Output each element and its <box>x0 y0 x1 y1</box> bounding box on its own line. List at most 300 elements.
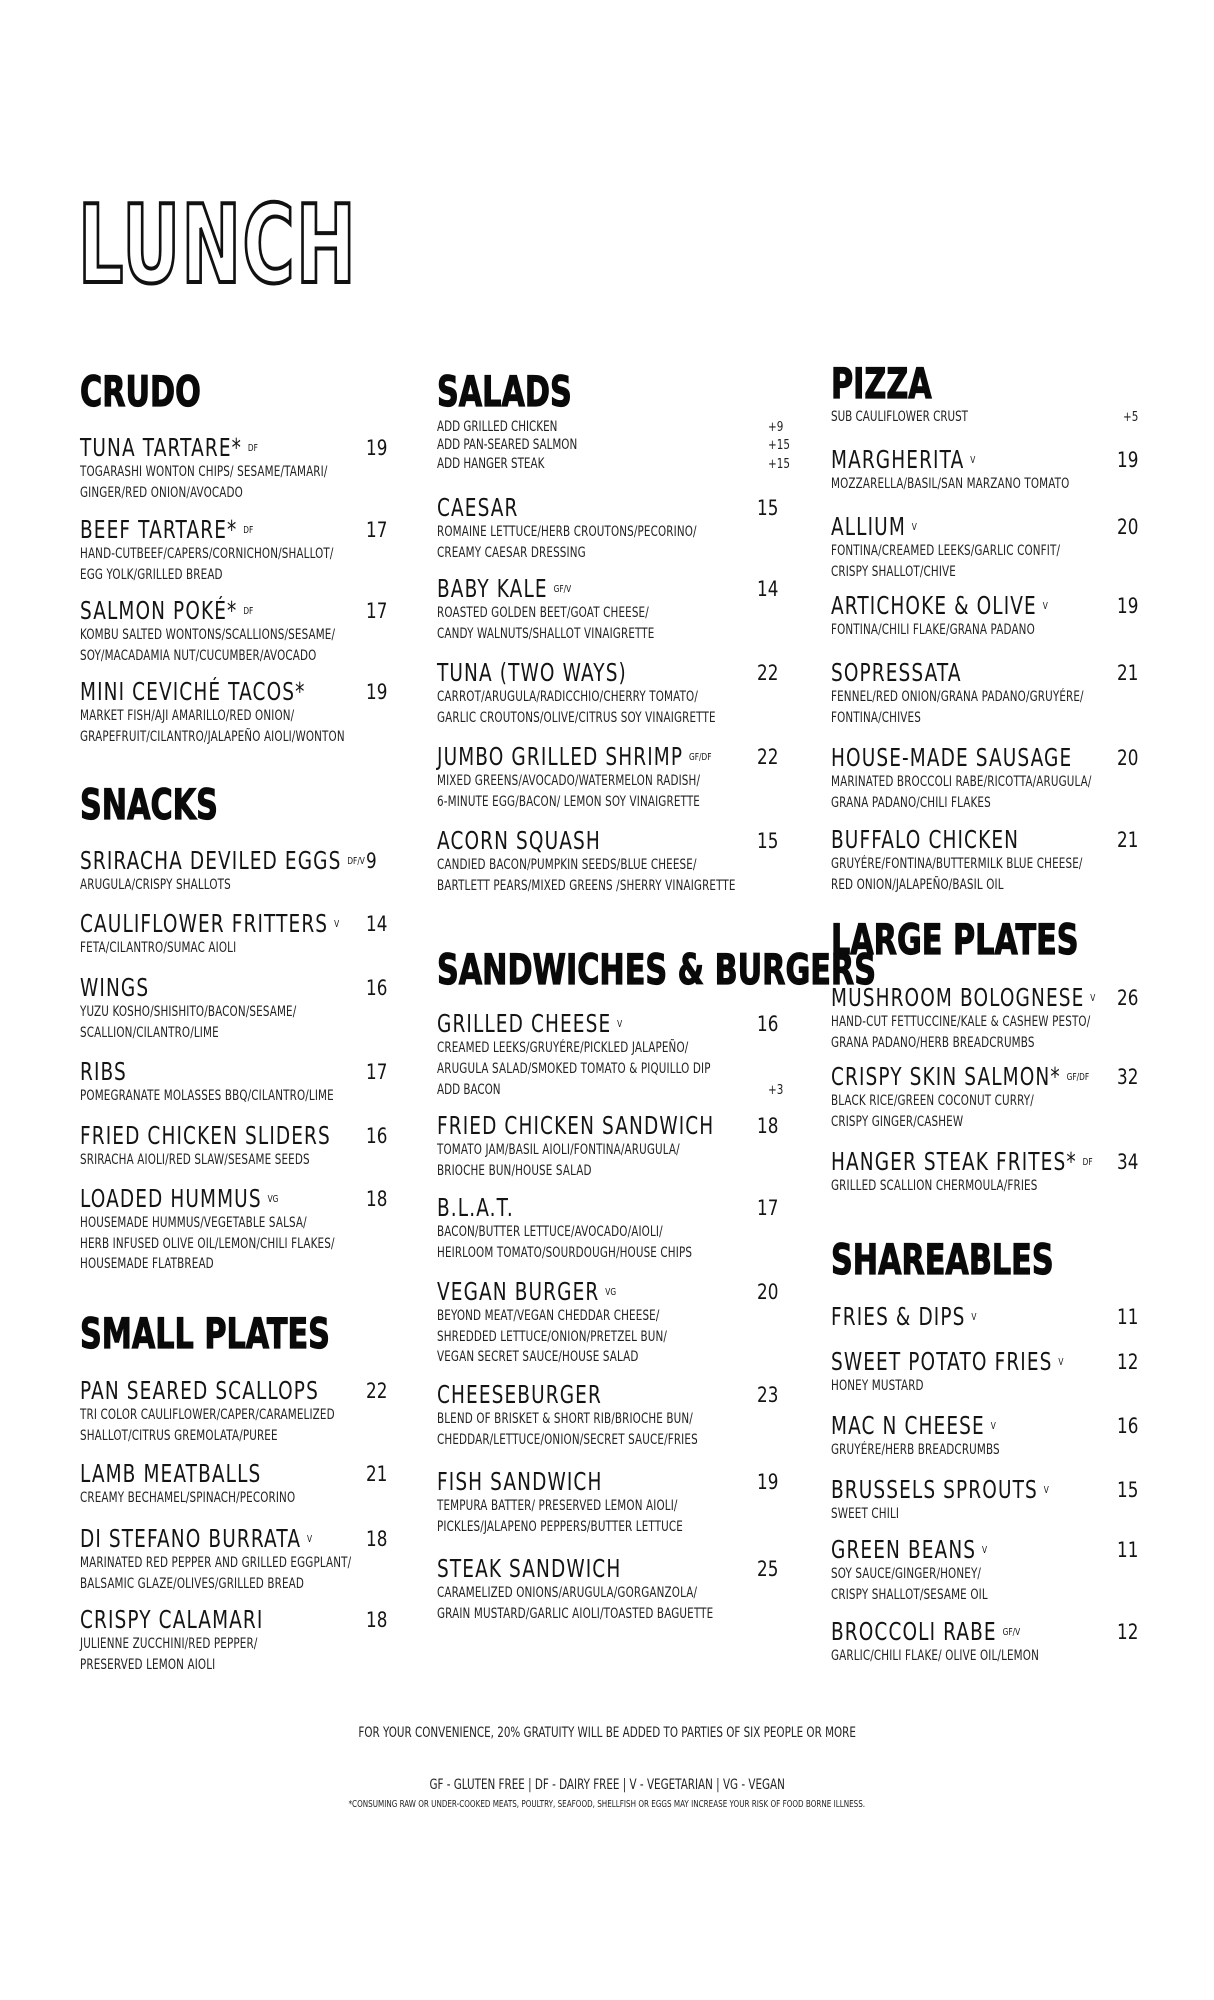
menu-item-description: FETA/CILANTRO/SUMAC AIOLI <box>80 940 237 956</box>
menu-item-description: FONTINA/CHILI FLAKE/GRANA PADANO <box>831 622 1035 638</box>
menu-item-description: YUZU KOSHO/SHISHITO/BACON/SESAME/ <box>80 1004 297 1020</box>
menu-item-header <box>831 1303 1157 1331</box>
menu-item-header <box>80 1525 406 1553</box>
menu-item-description: ROASTED GOLDEN BEET/GOAT CHEESE/ <box>437 605 649 621</box>
menu-item-name-text: LOADED HUMMUS <box>80 1184 262 1213</box>
menu-item-header <box>437 1278 797 1306</box>
menu-item-header <box>437 1010 797 1038</box>
menu-item-description: BLEND OF BRISKET & SHORT RIB/BRIOCHE BUN/ <box>437 1411 693 1427</box>
menu-item-header <box>437 1468 797 1496</box>
section-heading-sandwiches-burgers: SANDWICHES & BURGERS <box>437 945 876 994</box>
menu-item-name-text: CHEESEBURGER <box>437 1380 602 1409</box>
menu-item <box>80 597 406 666</box>
menu-item-description: GRUYÉRE/HERB BREADCRUMBS <box>831 1442 1000 1458</box>
menu-item-price: 17 <box>366 518 388 542</box>
dietary-tag: V <box>1058 1357 1064 1368</box>
menu-item-price: 22 <box>757 745 779 769</box>
menu-item-header <box>831 1476 1157 1504</box>
menu-item-name <box>80 1606 263 1634</box>
menu-item-price: 15 <box>1117 1478 1139 1502</box>
menu-item-price: 9 <box>366 849 377 873</box>
menu-item <box>831 826 1157 895</box>
menu-item <box>831 1063 1157 1132</box>
menu-item-header <box>437 575 797 603</box>
menu-item <box>831 1476 1157 1525</box>
menu-item-name-text: HOUSE-MADE SAUSAGE <box>831 743 1073 772</box>
menu-title: LUNCH <box>78 183 357 308</box>
menu-item-name <box>80 910 339 938</box>
menu-item-price: 14 <box>366 912 388 936</box>
menu-item <box>80 1606 406 1675</box>
menu-item-price: 15 <box>757 829 779 853</box>
menu-item-description: JULIENNE ZUCCHINI/RED PEPPER/ <box>80 1636 258 1652</box>
menu-item-description: MIXED GREENS/AVOCADO/WATERMELON RADISH/ <box>437 773 701 789</box>
menu-item-name-text: STEAK SANDWICH <box>437 1554 622 1583</box>
menu-item-header <box>437 1112 797 1140</box>
menu-item-price: 25 <box>757 1557 779 1581</box>
menu-item-header <box>437 659 797 687</box>
menu-item-price: 16 <box>1117 1414 1139 1438</box>
menu-item-description: GRILLED SCALLION CHERMOULA/FRIES <box>831 1178 1038 1194</box>
menu-item-price: 16 <box>366 1124 388 1148</box>
menu-item-name-text: FISH SANDWICH <box>437 1467 603 1496</box>
menu-item-name <box>831 744 1072 772</box>
menu-item-price: 11 <box>1117 1305 1139 1329</box>
dietary-tag: V <box>1043 1485 1049 1496</box>
menu-item-description: GRUYÉRE/FONTINA/BUTTERMILK BLUE CHEESE/ <box>831 856 1083 872</box>
menu-item-description: GRANA PADANO/HERB BREADCRUMBS <box>831 1034 1035 1051</box>
menu-item <box>831 446 1157 495</box>
section-heading-shareables: SHAREABLES <box>831 1235 1054 1284</box>
menu-item-description: 6-MINUTE EGG/BACON/ LEMON SOY VINAIGRETTE <box>437 793 700 810</box>
menu-item-name <box>831 513 917 541</box>
menu-item <box>831 1303 1157 1331</box>
menu-item-name <box>831 1412 996 1440</box>
menu-item-description: TOGARASHI WONTON CHIPS/ SESAME/TAMARI/ <box>80 464 328 480</box>
menu-item-description: CHEDDAR/LETTUCE/ONION/SECRET SAUCE/FRIES <box>437 1431 698 1448</box>
menu-item <box>80 516 406 585</box>
menu-item-description: TEMPURA BATTER/ PRESERVED LEMON AIOLI/ <box>437 1498 678 1514</box>
menu-item-description: SHALLOT/CITRUS GREMOLATA/PUREE <box>80 1427 278 1444</box>
menu-item-name-text: FRIED CHICKEN SANDWICH <box>437 1111 715 1140</box>
menu-item-name-text: FRIES & DIPS <box>831 1302 966 1331</box>
menu-item-header <box>437 1555 797 1583</box>
menu-item-price: 19 <box>1117 448 1139 472</box>
menu-item-description: ARUGULA SALAD/SMOKED TOMATO & PIQUILLO DIP <box>437 1060 711 1077</box>
menu-item-header <box>80 434 406 462</box>
menu-item-price: 22 <box>757 661 779 685</box>
menu-item-header <box>80 678 406 706</box>
menu-item-description: HOUSEMADE HUMMUS/VEGETABLE SALSA/ <box>80 1215 307 1231</box>
menu-item-name <box>80 1122 331 1150</box>
menu-item-description: SHREDDED LETTUCE/ONION/PRETZEL BUN/ <box>437 1328 668 1345</box>
menu-item <box>80 974 406 1043</box>
menu-item-header <box>80 1185 406 1213</box>
menu-item-name <box>437 1112 714 1140</box>
menu-item-name <box>80 1377 319 1405</box>
menu-item-description: HAND-CUTBEEF/CAPERS/CORNICHON/SHALLOT/ <box>80 546 334 562</box>
addon-price: +9 <box>768 420 784 435</box>
menu-item <box>80 1460 406 1509</box>
menu-item-description: TOMATO JAM/BASIL AIOLI/FONTINA/ARUGULA/ <box>437 1142 680 1158</box>
section-heading-crudo: CRUDO <box>80 367 201 416</box>
menu-item-description: RED ONION/JALAPEÑO/BASIL OIL <box>831 876 1004 893</box>
menu-item-description: GRANA PADANO/CHILI FLAKES <box>831 794 991 811</box>
menu-item-price: 11 <box>1117 1538 1139 1562</box>
menu-item-name-text: GREEN BEANS <box>831 1535 977 1564</box>
menu-item-name <box>80 1525 312 1553</box>
menu-item-header <box>831 1536 1157 1564</box>
menu-item-price: 32 <box>1117 1065 1139 1089</box>
menu-item-name-text: LAMB MEATBALLS <box>80 1459 262 1488</box>
menu-item-name-text: ARTICHOKE & OLIVE <box>831 591 1037 620</box>
menu-item-header <box>831 1148 1157 1176</box>
dietary-tag: DF <box>243 606 254 617</box>
menu-item-description: CARROT/ARUGULA/RADICCHIO/CHERRY TOMATO/ <box>437 689 698 705</box>
menu-item-header <box>80 974 406 1002</box>
menu-item-description: HERB INFUSED OLIVE OIL/LEMON/CHILI FLAKES/ <box>80 1235 335 1252</box>
menu-item-description: CREAMY CAESAR DRESSING <box>437 544 586 561</box>
menu-item-description: SOY/MACADAMIA NUT/CUCUMBER/AVOCADO <box>80 647 317 664</box>
menu-item-description: SCALLION/CILANTRO/LIME <box>80 1024 219 1041</box>
menu-item-price: 12 <box>1117 1620 1139 1644</box>
menu-item-price: 20 <box>1117 746 1139 770</box>
menu-item-description: FONTINA/CREAMED LEEKS/GARLIC CONFIT/ <box>831 543 1061 559</box>
menu-item-name <box>831 1303 976 1331</box>
menu-item-name <box>437 1010 622 1038</box>
menu-item <box>80 1058 406 1107</box>
menu-item-description: POMEGRANATE MOLASSES BBQ/CILANTRO/LIME <box>80 1088 334 1104</box>
menu-item-description: BRIOCHE BUN/HOUSE SALAD <box>437 1162 592 1179</box>
menu-item-name <box>437 1381 602 1409</box>
menu-item-header <box>831 1348 1157 1376</box>
menu-item-header <box>80 1460 406 1488</box>
menu-item-name <box>80 1058 127 1086</box>
menu-item-name <box>80 434 258 462</box>
menu-item-description: GRAIN MUSTARD/GARLIC AIOLI/TOASTED BAGUETTE <box>437 1605 714 1622</box>
menu-item <box>831 984 1157 1053</box>
menu-item-name <box>831 1348 1063 1376</box>
menu-item-price: 18 <box>366 1187 388 1211</box>
menu-item-price: 34 <box>1117 1150 1139 1174</box>
menu-item-name-text: B.L.A.T. <box>437 1193 514 1222</box>
addon-price: +3 <box>768 1083 784 1098</box>
addon-price: +15 <box>768 457 790 472</box>
menu-item-header <box>831 744 1157 772</box>
menu-item-name <box>437 827 601 855</box>
menu-item-name-text: BROCCOLI RABE <box>831 1617 997 1646</box>
dietary-tag: GF/V <box>553 584 572 595</box>
menu-item-description: FENNEL/RED ONION/GRANA PADANO/GRUYÉRE/ <box>831 689 1084 705</box>
menu-item-header <box>831 984 1157 1012</box>
menu-item <box>80 1185 406 1275</box>
menu-item-header <box>80 1122 406 1150</box>
menu-item-header <box>437 743 797 771</box>
menu-item-description: EGG YOLK/GRILLED BREAD <box>80 566 223 583</box>
menu-item-description: MOZZARELLA/BASIL/SAN MARZANO TOMATO <box>831 476 1070 492</box>
addon-label: ADD GRILLED CHICKEN <box>437 419 558 435</box>
menu-item-description: BARTLETT PEARS/MIXED GREENS /SHERRY VINAIGRETTE <box>437 877 736 894</box>
dietary-legend <box>0 1774 1214 1793</box>
menu-item-name-text: FRIED CHICKEN SLIDERS <box>80 1121 331 1150</box>
menu-item-price: 22 <box>366 1379 388 1403</box>
menu-item-description: CRISPY GINGER/CASHEW <box>831 1113 964 1130</box>
gratuity-notice <box>0 1722 1214 1741</box>
menu-item-description: CRISPY SHALLOT/CHIVE <box>831 563 956 580</box>
menu-item-name <box>437 1555 621 1583</box>
menu-item-name <box>831 1536 987 1564</box>
menu-item <box>437 1381 797 1450</box>
menu-item-description: SOY SAUCE/GINGER/HONEY/ <box>831 1566 982 1582</box>
dietary-tag: V <box>307 1534 313 1545</box>
menu-item-price: 17 <box>366 599 388 623</box>
menu-item-price: 21 <box>366 1462 388 1486</box>
dietary-tag: VG <box>267 1194 279 1205</box>
menu-item-price: 19 <box>1117 594 1139 618</box>
dietary-tag: V <box>971 1312 977 1323</box>
dietary-tag: VG <box>605 1287 617 1298</box>
menu-item-description: HONEY MUSTARD <box>831 1378 924 1394</box>
menu-item-name-text: BABY KALE <box>437 574 548 603</box>
menu-item-description: BEYOND MEAT/VEGAN CHEDDAR CHEESE/ <box>437 1308 660 1324</box>
menu-item-price: 17 <box>757 1196 779 1220</box>
dietary-tag: V <box>1090 993 1096 1004</box>
dietary-tag: DF/V <box>347 856 365 867</box>
menu-item-name-text: TUNA TARTARE* <box>80 433 242 462</box>
menu-item-description: KOMBU SALTED WONTONS/SCALLIONS/SESAME/ <box>80 627 336 643</box>
menu-item-name-text: MUSHROOM BOLOGNESE <box>831 983 1085 1012</box>
menu-item-name-text: CAULIFLOWER FRITTERS <box>80 909 329 938</box>
menu-item-description: HOUSEMADE FLATBREAD <box>80 1256 214 1272</box>
menu-item-name-text: ACORN SQUASH <box>437 826 601 855</box>
menu-item <box>80 910 406 959</box>
menu-item-header <box>80 597 406 625</box>
menu-item-header <box>80 1058 406 1086</box>
menu-item-description: CREAMED LEEKS/GRUYÉRE/PICKLED JALAPEÑO/ <box>437 1040 689 1056</box>
menu-item <box>437 1010 797 1101</box>
menu-item-name <box>831 1476 1049 1504</box>
menu-item-name-text: GRILLED CHEESE <box>437 1009 612 1038</box>
addon-label: ADD BACON <box>437 1082 501 1098</box>
menu-item-header <box>80 847 406 875</box>
menu-item-description: MARINATED RED PEPPER AND GRILLED EGGPLANT/ <box>80 1555 352 1571</box>
menu-item-header <box>80 1377 406 1405</box>
menu-item-price: 15 <box>757 496 779 520</box>
menu-item <box>437 1112 797 1181</box>
menu-item-description: CARAMELIZED ONIONS/ARUGULA/GORGANZOLA/ <box>437 1585 698 1601</box>
menu-item-header <box>831 1412 1157 1440</box>
menu-item <box>437 743 797 812</box>
menu-item-name <box>80 1185 278 1213</box>
menu-item-description: BALSAMIC GLAZE/OLIVES/GRILLED BREAD <box>80 1575 305 1592</box>
menu-item-name <box>80 974 149 1002</box>
menu-item-name-text: CRISPY SKIN SALMON* <box>831 1062 1061 1091</box>
gratuity-text: FOR YOUR CONVENIENCE, 20% GRATUITY WILL BE ADDED TO PARTIES OF SIX PEOPLE OR MORE <box>358 1725 856 1741</box>
menu-item-header <box>437 494 797 522</box>
menu-item-price: 18 <box>366 1608 388 1632</box>
dietary-tag: GF/V <box>1002 1627 1021 1638</box>
menu-item-price: 19 <box>366 436 388 460</box>
menu-item-name-text: DI STEFANO BURRATA <box>80 1524 302 1553</box>
food-safety-warning <box>0 1792 1214 1811</box>
menu-item-name <box>831 659 962 687</box>
menu-item-description: GINGER/RED ONION/AVOCADO <box>80 484 243 501</box>
menu-item-name-text: JUMBO GRILLED SHRIMP <box>437 742 684 771</box>
menu-item <box>831 592 1157 641</box>
menu-item-name <box>437 1468 602 1496</box>
menu-item-description: CRISPY SHALLOT/SESAME OIL <box>831 1586 988 1603</box>
addon-price: +5 <box>1123 410 1139 425</box>
menu-item-price: 18 <box>366 1527 388 1551</box>
menu-item-name-text: CAESAR <box>437 493 519 522</box>
menu-item-name <box>831 592 1048 620</box>
menu-item-price: 21 <box>1117 661 1139 685</box>
menu-item-price: 17 <box>366 1060 388 1084</box>
menu-item <box>80 1122 406 1171</box>
menu-item-price: 21 <box>1117 828 1139 852</box>
dietary-tag: DF <box>243 525 254 536</box>
food-safety-warning-text: *CONSUMING RAW OR UNDER-COOKED MEATS, POULTRY, SEAFOOD, SHELLFISH OR EGGS MAY INCREASE YOUR RISK OF FOOD BORNE ILLNESS. <box>348 1799 866 1810</box>
menu-item-description: CANDIED BACON/PUMPKIN SEEDS/BLUE CHEESE/ <box>437 857 697 873</box>
menu-item <box>831 659 1157 728</box>
menu-item-header <box>80 516 406 544</box>
menu-item-name <box>80 1460 261 1488</box>
menu-item <box>831 1412 1157 1461</box>
menu-item-name-text: RIBS <box>80 1057 127 1086</box>
menu-item-price: 12 <box>1117 1350 1139 1374</box>
menu-item-price: 18 <box>757 1114 779 1138</box>
dietary-tag: DF <box>247 443 258 454</box>
menu-item-description: MARKET FISH/AJI AMARILLO/RED ONION/ <box>80 708 295 724</box>
menu-item-description: CANDY WALNUTS/SHALLOT VINAIGRETTE <box>437 625 655 642</box>
menu-item-description: MARINATED BROCCOLI RABE/RICOTTA/ARUGULA/ <box>831 774 1092 790</box>
menu-item <box>80 1377 406 1446</box>
menu-item-header <box>831 826 1157 854</box>
menu-item <box>437 1555 797 1624</box>
addon-option <box>831 408 1163 427</box>
menu-item-header <box>437 1194 797 1222</box>
menu-item <box>437 494 797 563</box>
menu-item-name-text: SOPRESSATA <box>831 658 962 687</box>
menu-item-name-text: ALLIUM <box>831 512 906 541</box>
menu-item-description: HEIRLOOM TOMATO/SOURDOUGH/HOUSE CHIPS <box>437 1244 693 1261</box>
menu-item <box>831 1348 1157 1397</box>
dietary-tag: V <box>617 1019 623 1030</box>
menu-item-price: 19 <box>757 1470 779 1494</box>
menu-item-name-text: SRIRACHA DEVILED EGGS <box>80 846 342 875</box>
menu-item-header <box>437 1381 797 1409</box>
menu-item-header <box>831 513 1157 541</box>
menu-item <box>437 575 797 644</box>
dietary-tag: DF <box>1082 1157 1093 1168</box>
dietary-tag: V <box>334 919 340 930</box>
addon-label: ADD HANGER STEAK <box>437 456 545 472</box>
menu-item <box>437 659 797 728</box>
menu-item-header <box>80 1606 406 1634</box>
menu-item-name-text: WINGS <box>80 973 150 1002</box>
menu-item-name <box>437 659 627 687</box>
menu-item-description: CREAMY BECHAMEL/SPINACH/PECORINO <box>80 1490 296 1506</box>
menu-item <box>437 1278 797 1368</box>
menu-item-name-text: SWEET POTATO FRIES <box>831 1347 1053 1376</box>
dietary-tag: GF/DF <box>689 752 712 763</box>
dietary-tag: V <box>990 1421 996 1432</box>
menu-item-name-text: CRISPY CALAMARI <box>80 1605 264 1634</box>
menu-item-name <box>437 1194 514 1222</box>
section-heading-large-plates: LARGE PLATES <box>831 915 1079 964</box>
menu-item-name <box>831 1618 1020 1646</box>
menu-item-name-text: PAN SEARED SCALLOPS <box>80 1376 319 1405</box>
menu-item-name <box>437 1278 616 1306</box>
section-heading-snacks: SNACKS <box>80 780 218 829</box>
menu-item-name <box>831 826 1019 854</box>
menu-item-description: GRAPEFRUIT/CILANTRO/JALAPEÑO AIOLI/WONTON <box>80 728 345 745</box>
dietary-tag: V <box>911 522 917 533</box>
menu-item-name <box>831 446 975 474</box>
section-heading-pizza: PIZZA <box>831 359 932 408</box>
menu-item-price: 20 <box>1117 515 1139 539</box>
menu-item-price: 19 <box>366 680 388 704</box>
menu-item-description: PRESERVED LEMON AIOLI <box>80 1656 216 1673</box>
addon-label: SUB CAULIFLOWER CRUST <box>831 409 969 425</box>
menu-item-price: 26 <box>1117 986 1139 1010</box>
menu-item-header <box>80 910 406 938</box>
dietary-tag: GF/DF <box>1066 1072 1090 1083</box>
dietary-tag: V <box>970 455 976 466</box>
menu-item-name-text: BRUSSELS SPROUTS <box>831 1475 1038 1504</box>
menu-item-price: 16 <box>757 1012 779 1036</box>
menu-item-description: TRI COLOR CAULIFLOWER/CAPER/CARAMELIZED <box>80 1407 335 1423</box>
menu-item-description: GARLIC CROUTONS/OLIVE/CITRUS SOY VINAIGRETTE <box>437 709 716 726</box>
menu-item-name <box>437 743 711 771</box>
menu-item <box>80 434 406 503</box>
menu-item-price: 23 <box>757 1383 779 1407</box>
addon-option <box>437 436 808 455</box>
menu-item-name <box>437 575 571 603</box>
menu-item <box>437 1194 797 1263</box>
menu-item <box>80 1525 406 1594</box>
menu-item-price: 14 <box>757 577 779 601</box>
menu-item-name <box>831 984 1095 1012</box>
addon-price: +15 <box>768 438 790 453</box>
menu-item-name-text: MINI CEVICHÉ TACOS* <box>80 677 306 706</box>
menu-item-name-text: HANGER STEAK FRITES* <box>831 1147 1077 1176</box>
menu-item-description: ARUGULA/CRISPY SHALLOTS <box>80 877 231 893</box>
menu-item-header <box>831 659 1157 687</box>
menu-item-header <box>831 446 1157 474</box>
menu-item-header <box>831 1063 1157 1091</box>
menu-item-description: SWEET CHILI <box>831 1506 900 1522</box>
menu-item-description: BLACK RICE/GREEN COCONUT CURRY/ <box>831 1093 1034 1109</box>
menu-item <box>831 513 1157 582</box>
menu-item <box>437 1468 797 1537</box>
menu-item-name-text: VEGAN BURGER <box>437 1277 600 1306</box>
menu-item <box>831 744 1157 813</box>
addon-option <box>437 418 808 437</box>
addon-label: ADD PAN-SEARED SALMON <box>437 437 578 453</box>
menu-item-price: 20 <box>757 1280 779 1304</box>
menu-item-header <box>437 827 797 855</box>
menu-item-name <box>831 1148 1093 1176</box>
menu-item-description: SRIRACHA AIOLI/RED SLAW/SESAME SEEDS <box>80 1152 310 1168</box>
menu-item-name-text: TUNA (TWO WAYS) <box>437 658 627 687</box>
dietary-legend-text: GF - GLUTEN FREE | DF - DAIRY FREE | V - VEGETARIAN | VG - VEGAN <box>429 1777 785 1793</box>
menu-item-name <box>80 597 253 625</box>
menu-item-description: BACON/BUTTER LETTUCE/AVOCADO/AIOLI/ <box>437 1224 663 1240</box>
dietary-tag: V <box>982 1545 988 1556</box>
menu-item <box>831 1536 1157 1605</box>
menu-item-name <box>80 847 365 875</box>
